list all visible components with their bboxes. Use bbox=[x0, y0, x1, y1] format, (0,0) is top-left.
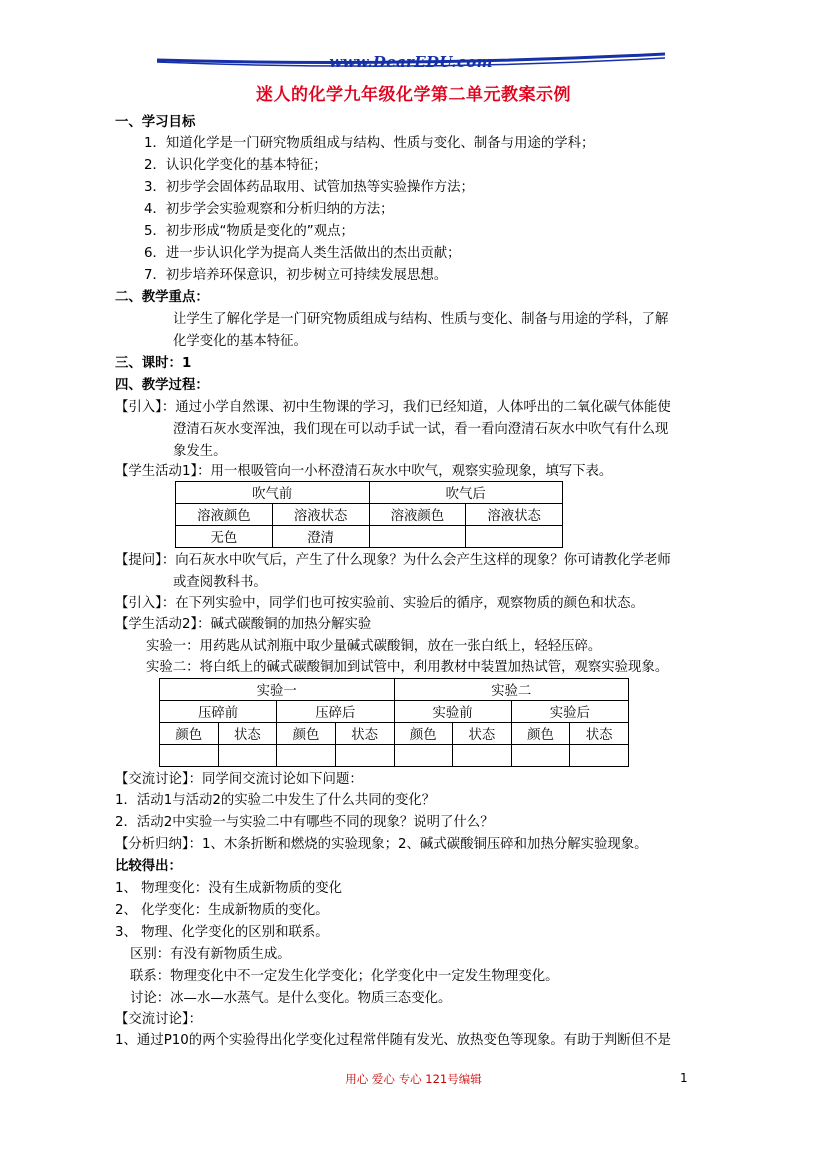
question-paragraph: 或查阅教科书。 bbox=[173, 575, 267, 590]
table-header: 状态 bbox=[453, 723, 512, 745]
activity1-text: 【学生活动1】：用一根吸管向一小杯澄清石灰水中吹气，观察实验现象，填写下表。 bbox=[115, 464, 613, 479]
table-header: 压碎前 bbox=[160, 701, 277, 723]
page-title: 迷人的化学九年级化学第二单元教案示例 bbox=[256, 85, 571, 105]
site-banner bbox=[155, 52, 667, 76]
table-header: 颜色 bbox=[160, 723, 219, 745]
table-cell[interactable] bbox=[511, 745, 570, 767]
table-header: 吹气前 bbox=[176, 482, 370, 504]
intro-paragraph: 象发生。 bbox=[173, 444, 227, 459]
question-paragraph: 【提问】：向石灰水中吹气后，产生了什么现象？为什么会产生这样的现象？你可请教化学老师 bbox=[115, 553, 671, 568]
goal-item: 7．初步培养环保意识，初步树立可持续发展思想。 bbox=[144, 268, 448, 283]
discussion-question: 2．活动2中实验一与实验二中有哪些不同的现象？说明了什么？ bbox=[115, 815, 494, 830]
process-heading: 四、教学过程： bbox=[115, 378, 209, 393]
difference-text: 区别：有没有新物质生成。 bbox=[130, 947, 291, 962]
discuss-text: 讨论：冰—水—水蒸气。是什么变化。物质三态变化。 bbox=[130, 991, 452, 1006]
table-cell[interactable] bbox=[570, 745, 629, 767]
relation-text: 联系：物理变化中不一定发生化学变化；化学变化中一定发生物理变化。 bbox=[130, 969, 559, 984]
goal-item: 2．认识化学变化的基本特征； bbox=[144, 158, 327, 173]
table-cell[interactable] bbox=[453, 745, 512, 767]
page-number: 1 bbox=[680, 1071, 688, 1085]
focus-text: 让学生了解化学是一门研究物质组成与结构、性质与变化、制备与用途的学科，了解 bbox=[173, 312, 669, 327]
table-cell[interactable]: 澄清 bbox=[272, 526, 369, 548]
intro-paragraph: 【引入】：通过小学自然课、初中生物课的学习，我们已经知道，人体呼出的二氧化碳气体能使 bbox=[115, 400, 671, 415]
goal-item: 3．初步学会固体药品取用、试管加热等实验操作方法； bbox=[144, 180, 474, 195]
table-cell[interactable] bbox=[160, 745, 219, 767]
discussion-text: 【交流讨论】：同学间交流讨论如下问题： bbox=[115, 772, 363, 787]
table-header: 实验前 bbox=[394, 701, 511, 723]
observation-table-1 bbox=[175, 481, 563, 548]
table-cell[interactable]: 无色 bbox=[176, 526, 273, 548]
discussion2-text: 【交流讨论】： bbox=[115, 1012, 203, 1027]
table-header: 状态 bbox=[335, 723, 394, 745]
discussion-question: 1．活动1与活动2的实验二中发生了什么共同的变化？ bbox=[115, 793, 436, 808]
table-header: 实验后 bbox=[511, 701, 628, 723]
experiment2-text: 实验二：将白纸上的碱式碳酸铜加到试管中，利用教材中装置加热试管，观察实验现象。 bbox=[146, 660, 669, 675]
last-paragraph: 1、通过P10的两个实验得出化学变化过程常伴随有发光、放热变色等现象。有助于判断但不是 bbox=[115, 1033, 671, 1048]
table-header: 实验二 bbox=[394, 679, 629, 701]
table-header: 溶液颜色 bbox=[176, 504, 273, 526]
table-header: 压碎后 bbox=[277, 701, 394, 723]
table-cell[interactable] bbox=[466, 526, 563, 548]
table-header: 溶液颜色 bbox=[369, 504, 466, 526]
goals-heading: 一、学习目标 bbox=[115, 115, 196, 130]
compare-item: 2、 化学变化：生成新物质的变化。 bbox=[115, 903, 329, 918]
compare-item: 1、 物理变化：没有生成新物质的变化 bbox=[115, 881, 343, 896]
activity2-text: 【学生活动2】：碱式碳酸铜的加热分解实验 bbox=[115, 617, 372, 632]
table-header: 颜色 bbox=[511, 723, 570, 745]
compare-item: 3、 物理、化学变化的区别和联系。 bbox=[115, 925, 329, 940]
observation-table-2 bbox=[159, 678, 629, 767]
table-cell[interactable] bbox=[218, 745, 277, 767]
site-url[interactable]: www.DearEDU.com bbox=[329, 53, 493, 71]
table-header: 状态 bbox=[570, 723, 629, 745]
table-header: 状态 bbox=[218, 723, 277, 745]
table-cell[interactable] bbox=[277, 745, 336, 767]
compare-heading: 比较得出： bbox=[115, 859, 182, 874]
goal-item: 5．初步形成“物质是变化的”观点； bbox=[144, 224, 354, 239]
hours-heading: 三、课时：1 bbox=[115, 356, 192, 371]
intro2-text: 【引入】：在下列实验中，同学们也可按实验前、实验后的循序，观察物质的颜色和状态。 bbox=[115, 596, 644, 611]
table-cell[interactable] bbox=[369, 526, 466, 548]
table-cell[interactable] bbox=[335, 745, 394, 767]
goal-item: 6．进一步认识化学为提高人类生活做出的杰出贡献； bbox=[144, 246, 461, 261]
experiment1-text: 实验一：用药匙从试剂瓶中取少量碱式碳酸铜，放在一张白纸上，轻轻压碎。 bbox=[146, 639, 602, 654]
focus-text: 化学变化的基本特征。 bbox=[173, 334, 307, 349]
table-header: 颜色 bbox=[394, 723, 453, 745]
table-header: 颜色 bbox=[277, 723, 336, 745]
analysis-text: 【分析归纳】：1、木条折断和燃烧的实验现象；2、碱式碳酸铜压碎和加热分解实验现象。 bbox=[115, 837, 648, 852]
goal-item: 4．初步学会实验观察和分析归纳的方法； bbox=[144, 202, 394, 217]
table-header: 溶液状态 bbox=[272, 504, 369, 526]
table-cell[interactable] bbox=[394, 745, 453, 767]
table-header: 吹气后 bbox=[369, 482, 563, 504]
table-header: 溶液状态 bbox=[466, 504, 563, 526]
goal-item: 1．知道化学是一门研究物质组成与结构、性质与变化、制备与用途的学科； bbox=[144, 136, 595, 151]
table-header: 实验一 bbox=[160, 679, 395, 701]
page-footer: 用心 爱心 专心 121号编辑 bbox=[345, 1072, 482, 1086]
intro-paragraph: 澄清石灰水变浑浊，我们现在可以动手试一试，看一看向澄清石灰水中吹气有什么现 bbox=[173, 422, 669, 437]
focus-heading: 二、教学重点： bbox=[115, 290, 209, 305]
